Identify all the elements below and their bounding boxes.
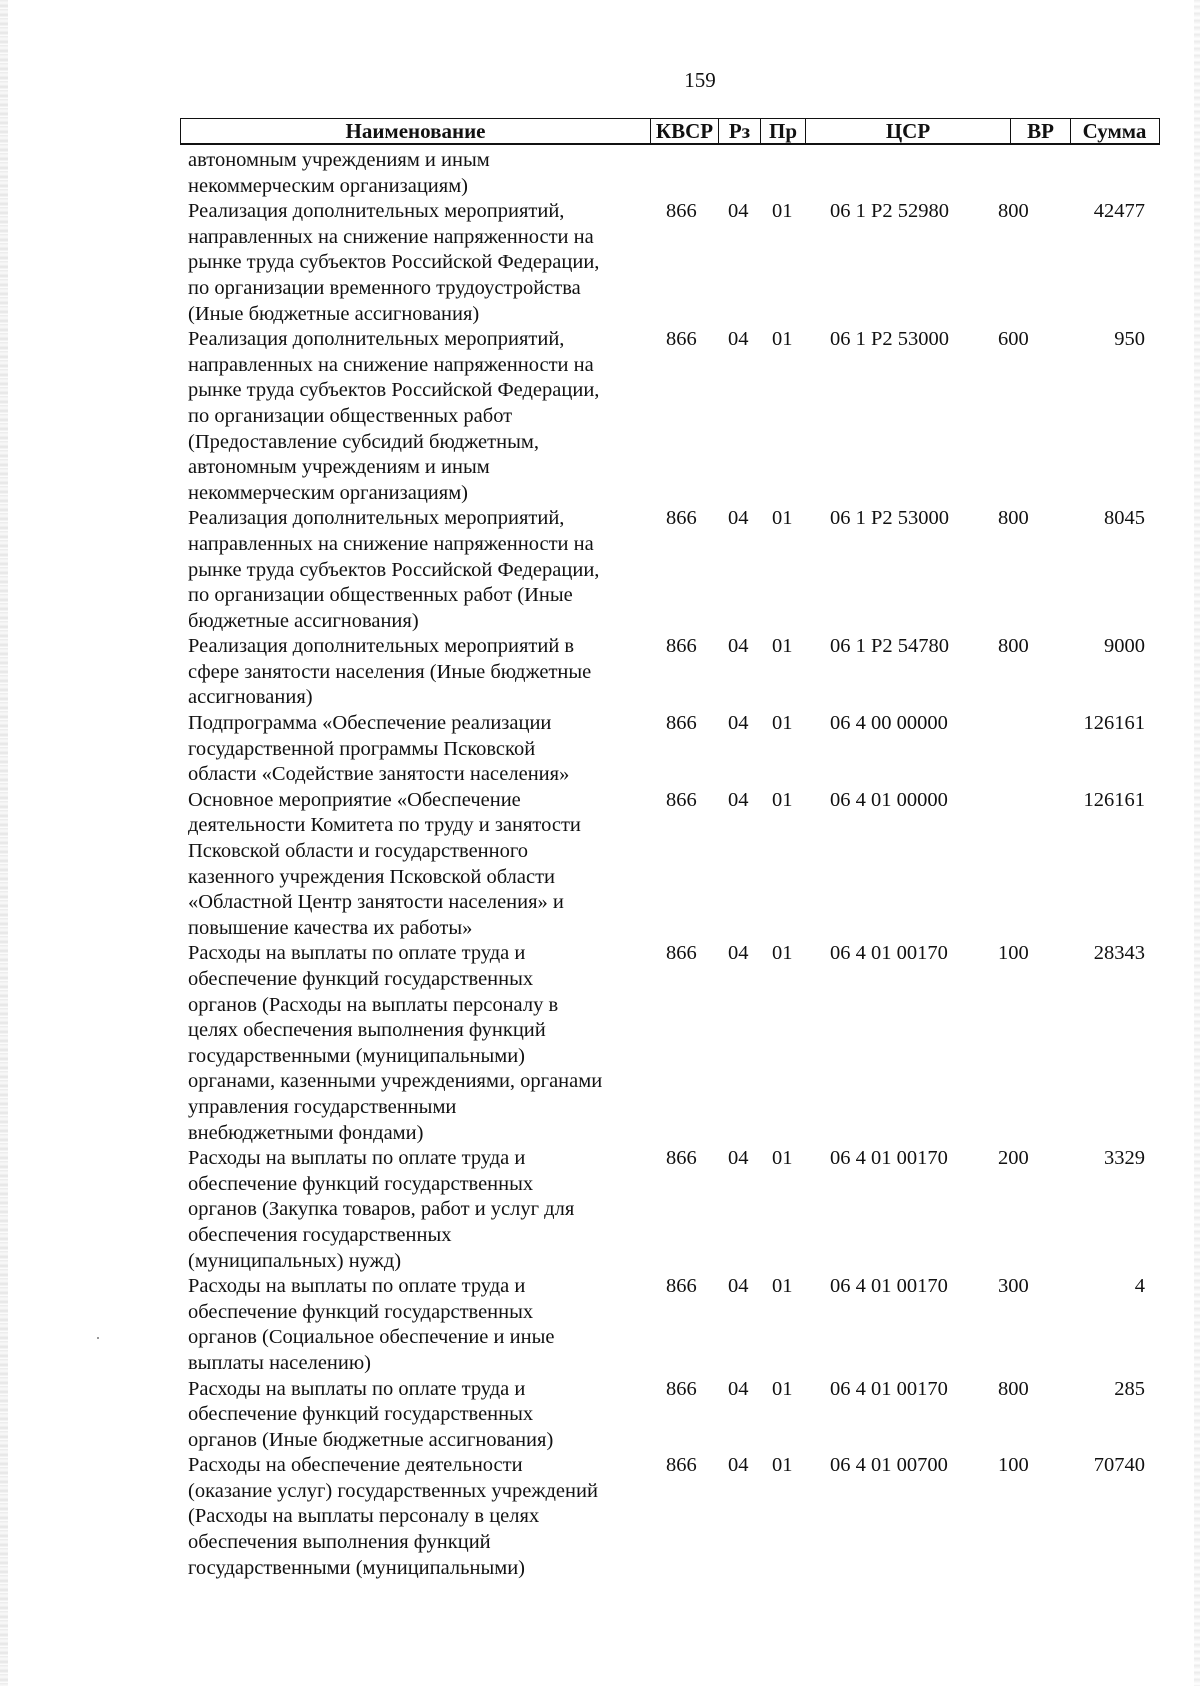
row-name: Реализация дополнительных мероприятий, направленных на снижение напряженности на рынке труда субъектов Российской Федерации, по организации общественных работ (Иные бюджетные ассигнования) [188, 507, 600, 632]
header-rz: Рз [719, 119, 761, 144]
pr-cell: 01 [772, 1275, 793, 1298]
csr-cell: 06 1 P2 53000 [830, 328, 950, 351]
row-name: автономным учреждениям и иным некоммерческим организациям) [188, 149, 490, 197]
header-vr: ВР [1011, 119, 1071, 144]
sum-cell: 9000 [1104, 635, 1145, 658]
pr-cell: 01 [772, 712, 793, 735]
rz-cell: 04 [728, 942, 749, 965]
sum-cell: 950 [1114, 328, 1145, 351]
sum-cell: 126161 [1083, 788, 1145, 811]
sum-cell: 42477 [1093, 200, 1145, 223]
vr-cell: 100 [998, 1454, 1029, 1477]
pr-cell: 01 [772, 1147, 793, 1170]
csr-cell: 06 1 P2 53000 [830, 507, 950, 530]
vr-cell: 300 [998, 1275, 1029, 1298]
header-pr: Пр [761, 119, 806, 144]
row-name: Расходы на выплаты по оплате труда и обеспечение функций государственных органов (Закупка товаров, работ и услуг для обеспечения государственных (муниципальных) нужд) [188, 1147, 575, 1272]
rz-cell: 04 [728, 635, 749, 658]
table-row [0, 1453, 1200, 1581]
rz-cell: 04 [728, 788, 749, 811]
table-row [0, 1377, 1200, 1454]
csr-cell: 06 4 01 00170 [830, 1275, 948, 1298]
page-number: 159 [684, 68, 716, 92]
table-row [0, 1274, 1200, 1376]
table-row [0, 327, 1200, 506]
table-row [0, 148, 1200, 199]
rz-cell: 04 [728, 1275, 749, 1298]
sum-cell: 285 [1114, 1377, 1145, 1400]
csr-cell: 06 4 01 00000 [830, 788, 948, 811]
kvsr-cell: 866 [666, 712, 697, 735]
pr-cell: 01 [772, 1454, 793, 1477]
vr-cell: 200 [998, 1147, 1029, 1170]
table-row [0, 634, 1200, 711]
kvsr-cell: 866 [666, 328, 697, 351]
sum-cell: 8045 [1104, 507, 1145, 530]
vr-cell: 600 [998, 328, 1029, 351]
kvsr-cell: 866 [666, 1454, 697, 1477]
row-name: Подпрограмма «Обеспечение реализации государственной программы Псковской области «Содействие занятости населения» [188, 712, 570, 786]
header-csr: ЦСР [806, 119, 1011, 144]
row-name: Расходы на выплаты по оплате труда и обеспечение функций государственных органов (Иные бюджетные ассигнования) [188, 1377, 554, 1451]
csr-cell: 06 1 P2 54780 [830, 635, 950, 658]
row-name: Реализация дополнительных мероприятий в сфере занятости населения (Иные бюджетные ассигнования) [188, 635, 592, 709]
table-row [0, 941, 1200, 1146]
rz-cell: 04 [728, 1377, 749, 1400]
row-name: Реализация дополнительных мероприятий, направленных на снижение напряженности на рынке труда субъектов Российской Федерации, по организации временного трудоустройства (Иные бюджетные ассигнования) [188, 200, 600, 325]
row-name: Основное мероприятие «Обеспечение деятельности Комитета по труду и занятости Псковской области и государственного казенного учреждения Псковской области «Областной Центр занятости населения» и повышение качества их работы» [188, 788, 581, 939]
kvsr-cell: 866 [666, 635, 697, 658]
table-body [0, 148, 1200, 1581]
row-name: Расходы на обеспечение деятельности (оказание услуг) государственных учреждений (Расходы на выплаты персоналу в целях обеспечения выполнения функций государственными (муниципальными) [188, 1454, 598, 1579]
header-sum: Сумма [1082, 119, 1147, 143]
vr-cell: 800 [998, 1377, 1029, 1400]
header-name: Наименование [181, 119, 651, 144]
rz-cell: 04 [728, 507, 749, 530]
sum-cell: 28343 [1093, 942, 1145, 965]
csr-cell: 06 4 01 00170 [830, 942, 948, 965]
pr-cell: 01 [772, 635, 793, 658]
row-name: Расходы на выплаты по оплате труда и обеспечение функций государственных органов (Расходы на выплаты персоналу в целях обеспечения выполнения функций государственными (муниципальными) органами, казенными учреждениями, органами управления государственными внебюджетными фондами) [188, 942, 603, 1144]
kvsr-cell: 866 [666, 1275, 697, 1298]
csr-cell: 06 4 01 00170 [830, 1147, 948, 1170]
vr-cell: 800 [998, 635, 1029, 658]
sum-cell: 3329 [1104, 1147, 1145, 1170]
sum-cell: 126161 [1083, 712, 1145, 735]
table-row [0, 199, 1200, 327]
pr-cell: 01 [772, 1377, 793, 1400]
vr-cell: 800 [998, 200, 1029, 223]
kvsr-cell: 866 [666, 942, 697, 965]
pr-cell: 01 [772, 788, 793, 811]
kvsr-cell: 866 [666, 507, 697, 530]
sum-cell: 70740 [1093, 1454, 1145, 1477]
sum-cell: 4 [1134, 1275, 1145, 1298]
vr-cell: 800 [998, 507, 1029, 530]
table-row [0, 788, 1200, 942]
row-name: Расходы на выплаты по оплате труда и обеспечение функций государственных органов (Социальное обеспечение и иные выплаты населению) [188, 1275, 555, 1374]
pr-cell: 01 [772, 200, 793, 223]
rz-cell: 04 [728, 1454, 749, 1477]
kvsr-cell: 866 [666, 1147, 697, 1170]
row-name: Реализация дополнительных мероприятий, направленных на снижение напряженности на рынке труда субъектов Российской Федерации, по организации общественных работ (Предоставление субсидий бюджетным, автономным учреждениям и иным некоммерческим организациям) [188, 328, 600, 504]
scan-speck [97, 1337, 99, 1339]
pr-cell: 01 [772, 328, 793, 351]
kvsr-cell: 866 [666, 1377, 697, 1400]
vr-cell: 100 [998, 942, 1029, 965]
table-row [0, 1146, 1200, 1274]
kvsr-cell: 866 [666, 788, 697, 811]
csr-cell: 06 4 00 00000 [830, 712, 948, 735]
csr-cell: 06 4 01 00700 [830, 1454, 948, 1477]
csr-cell: 06 1 P2 52980 [830, 200, 950, 223]
pr-cell: 01 [772, 942, 793, 965]
kvsr-cell: 866 [666, 200, 697, 223]
rz-cell: 04 [728, 712, 749, 735]
table-row [0, 711, 1200, 788]
rz-cell: 04 [728, 328, 749, 351]
csr-cell: 06 4 01 00170 [830, 1377, 948, 1400]
table-header [180, 118, 1160, 145]
table-row [0, 506, 1200, 634]
pr-cell: 01 [772, 507, 793, 530]
rz-cell: 04 [728, 1147, 749, 1170]
header-kvsr: КВСР [651, 119, 719, 144]
rz-cell: 04 [728, 200, 749, 223]
